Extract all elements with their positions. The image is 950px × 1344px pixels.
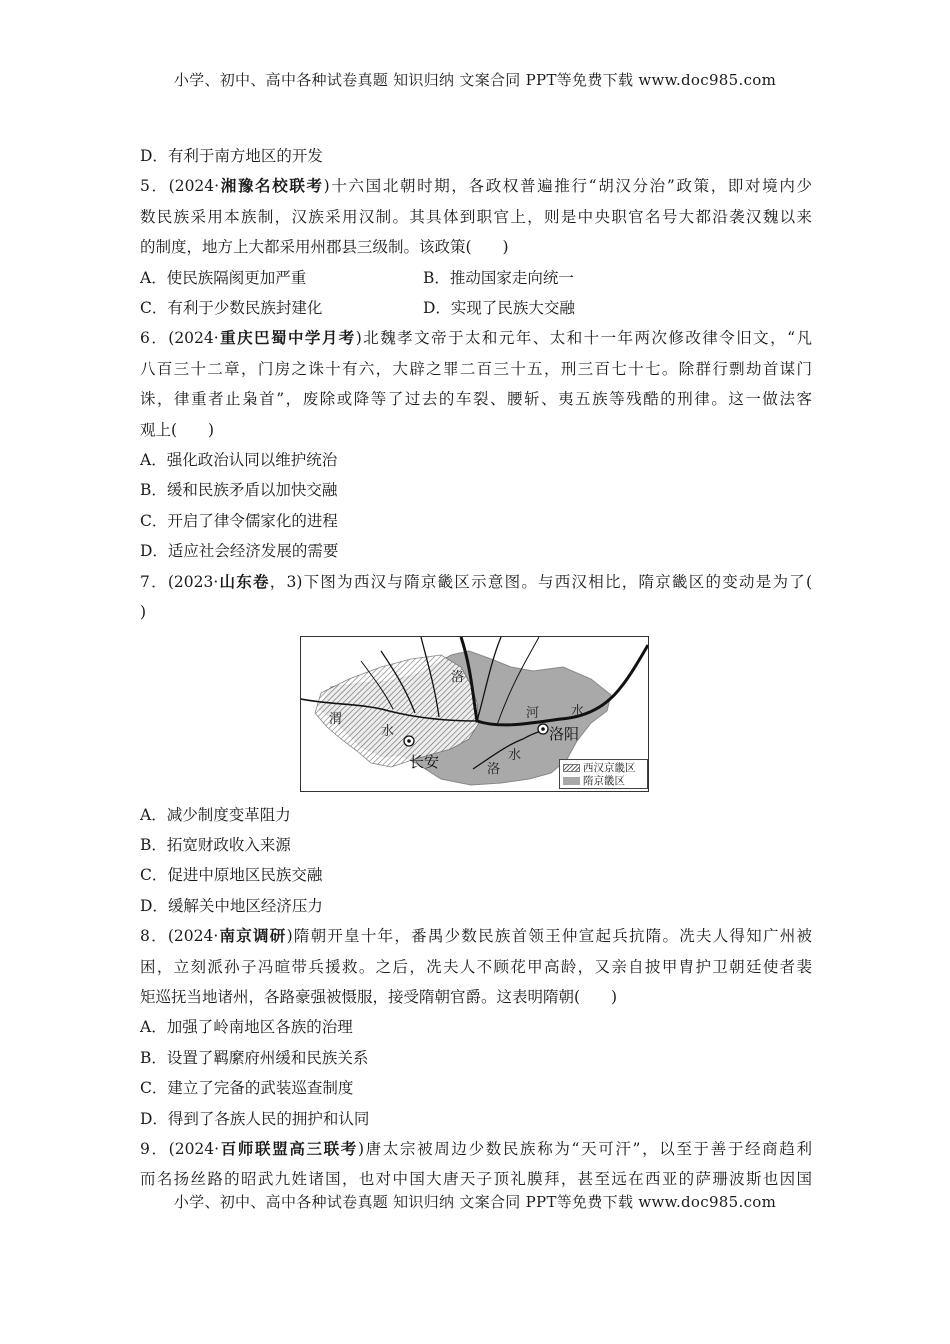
q9-stem-2: 而名扬丝路的昭武九姓诸国，也对中国大唐天子顶礼膜拜，甚至远在西亚的萨珊波斯也因国 [140,1170,812,1189]
map-legend [559,759,648,789]
label-luo-south: 洛 [487,761,501,777]
q8-option-c: C．建立了完备的武装巡查制度 [140,1079,354,1098]
label-shui-south: 水 [508,747,522,763]
q5-stem-1: 5．(2024·湘豫名校联考)十六国北朝时期，各政权普遍推行“胡汉分治”政策，即对境内少 [140,176,812,196]
q7-option-c: C．促进中原地区民族交融 [140,866,323,885]
label-wei-1: 渭 [329,711,343,727]
q6-stem-4: 观上( ) [140,420,215,439]
q5-source: 湘豫名校联考 [219,176,324,196]
q5-options-row-2 [140,293,812,323]
q5-option-d: D．实现了民族大交融 [423,299,575,318]
q4-option-d: D．有利于南方地区的开发 [140,147,323,165]
page-footer: 小学、初中、高中各种试卷真题 知识归纳 文案合同 PPT等免费下载 www.doc985.com [173,1193,777,1211]
label-changan: 长安 [409,752,440,771]
q8-option-d: D．得到了各族人民的拥护和认同 [140,1109,370,1128]
label-luoyang: 洛阳 [549,724,580,743]
q6-option-d: D．适应社会经济发展的需要 [140,542,339,561]
q7-option-d: D．缓解关中地区经济压力 [140,896,323,915]
q7-option-a: A．减少制度变革阻力 [140,805,291,824]
label-luo-north: 洛 [451,669,465,685]
label-shui-east: 水 [571,703,585,719]
q6-stem-1: 6．(2024·重庆巴蜀中学月考)北魏孝文帝于太和元年、太和十一年两次修改律令旧文，“凡 [140,328,812,348]
q7-stem-1: 7．(2023·山东卷，3)下图为西汉与隋京畿区示意图。与西汉相比，隋京畿区的变动是为了( [140,571,812,591]
q7-source: 山东卷 [218,571,270,591]
q8-stem-2: 困，立刻派孙子冯暄带兵援救。之后，冼夫人不顾花甲高龄，又亲自披甲胄护卫朝廷使者裴 [140,957,812,976]
q8-option-a: A．加强了岭南地区各族的治理 [140,1018,353,1037]
q8-option-b: B．设置了羁縻府州缓和民族关系 [140,1048,369,1067]
q5-option-b: B．推动国家走向统一 [423,268,574,287]
document-body [140,141,812,1195]
q6-option-a: A．强化政治认同以维护统治 [140,451,338,470]
luoyang-marker [538,724,548,734]
q6-option-c: C．开启了律令儒家化的进程 [140,511,338,530]
q5-stem-3: 的制度，地方上大都采用州郡县三级制。该政策( ) [140,238,509,257]
q6-source: 重庆巴蜀中学月考 [218,328,356,348]
q8-source: 南京调研 [218,926,287,946]
q7-stem-2: ) [140,603,147,622]
page-header: 小学、初中、高中各种试卷真题 知识归纳 文案合同 PPT等免费下载 www.doc985.com [173,71,777,89]
label-wei-2: 水 [381,723,395,739]
q6-option-b: B．缓和民族矛盾以加快交融 [140,481,338,500]
legend-xihan: 西汉京畿区 [563,762,644,775]
changan-marker [404,736,414,746]
q6-stem-3: 诛，律重者止枭首”，废除或降等了过去的车裂、腰斩、夷五族等残酷的刑律。这一做法客 [140,390,812,409]
q8-stem-3: 矩巡抚当地诸州，各路豪强被慑服，接受隋朝官爵。这表明隋朝( ) [140,987,618,1006]
legend-sui: 隋京畿区 [563,775,644,788]
q8-stem-1: 8．(2024·南京调研)隋朝开皇十年，番禺少数民族首领王仲宣起兵抗隋。冼夫人得知广州被 [140,926,812,946]
q5-options-row-1 [140,263,812,293]
q9-stem-1: 9．(2024·百师联盟高三联考)唐太宗被周边少数民族称为“天可汗”，以至于善于经商趋利 [140,1138,812,1158]
q5-stem-2: 数民族采用本族制，汉族采用汉制。其具体到职官上，则是中央职官名号大都沿袭汉魏以来 [140,207,812,226]
legend-hatch-swatch [563,764,580,772]
q5-option-c: C．有利于少数民族封建化 [140,299,323,318]
label-he: 河 [526,705,540,721]
q9-source: 百师联盟高三联考 [219,1138,358,1158]
capital-region-map [300,636,649,792]
q7-option-b: B．拓宽财政收入来源 [140,835,291,854]
q6-stem-2: 八百三十二章，门房之诛十有六，大辟之罪二百三十五，刑三百七十七。除群行剽劫首谋门 [140,359,812,378]
q5-option-a: A．使民族隔阂更加严重 [140,268,307,287]
legend-gray-swatch [563,777,580,785]
